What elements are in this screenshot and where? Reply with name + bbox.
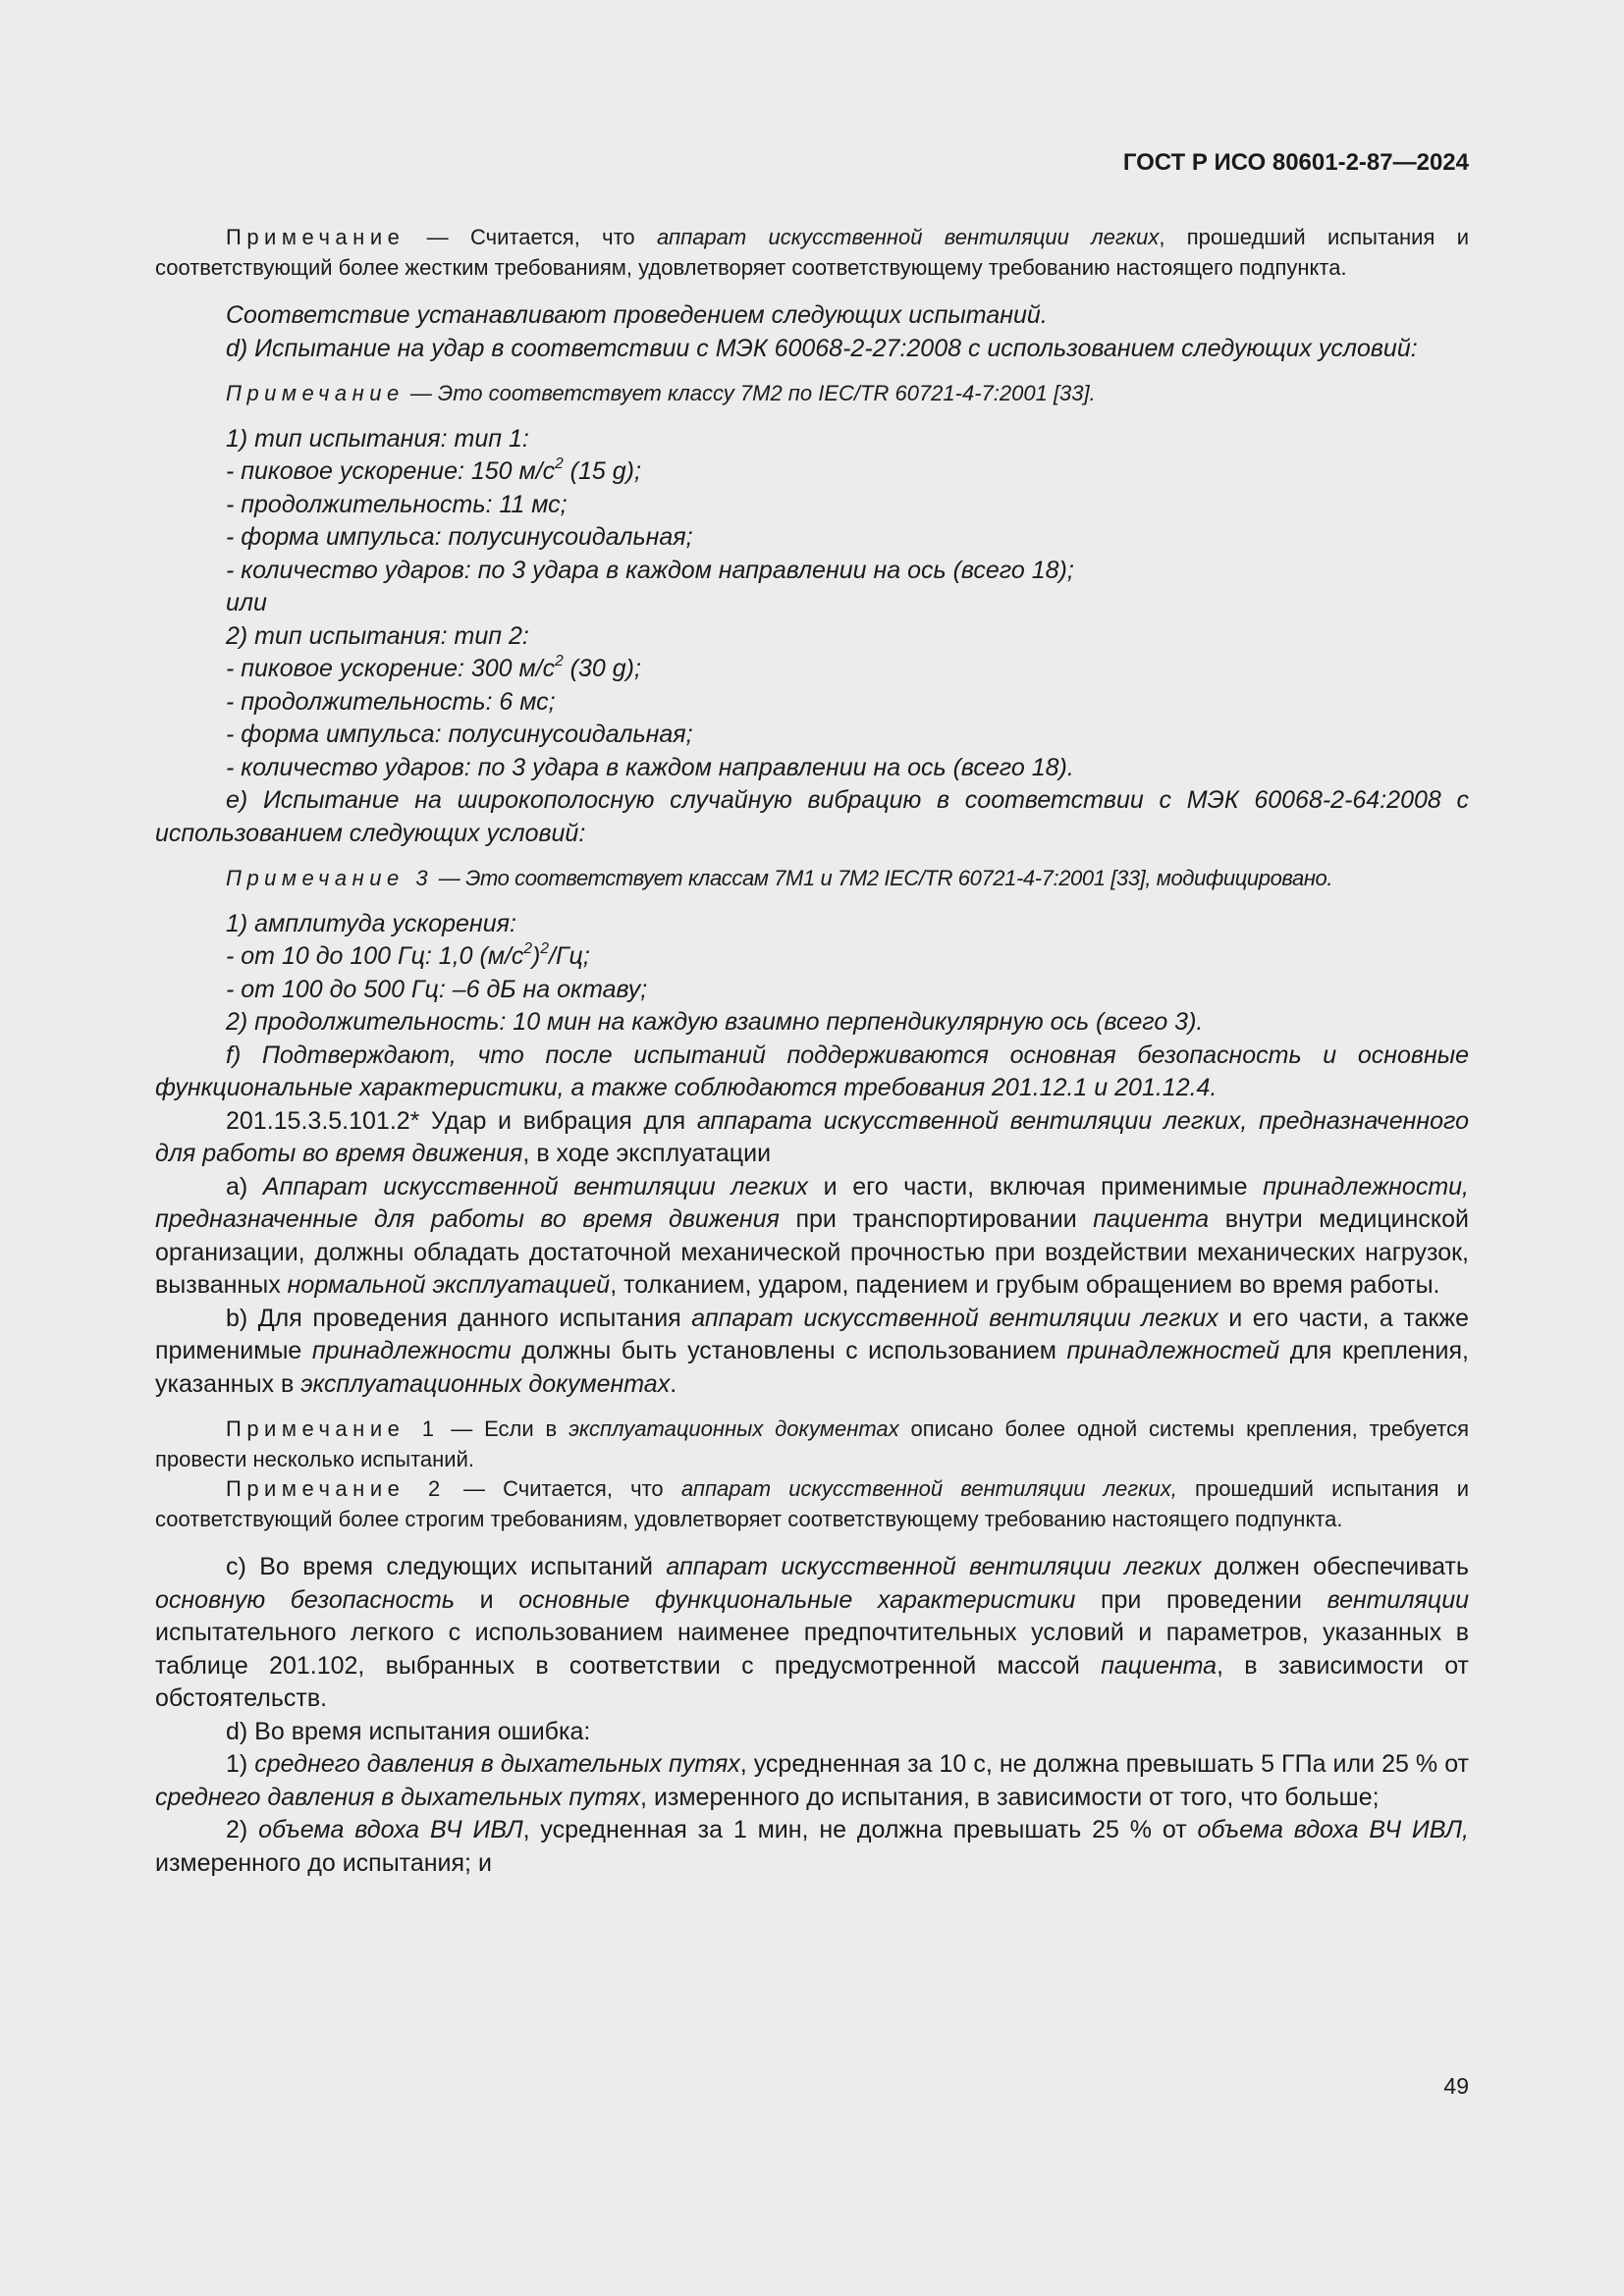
list-item: 2) тип испытания: тип 2: — [226, 621, 529, 650]
list-item: или — [226, 589, 267, 616]
list-item: - пиковое ускорение: 300 $м/с^2$ (30 g); — [226, 652, 641, 682]
paragraph-b: b) Для проведения данного испытания аппарат искусственной вентиляции легких и его части, а также применимые принадлежности должны быть установлены с использованием принадлежностей для крепления, указанных в эксплуатационных документах. — [155, 1304, 1470, 1398]
paragraph-a: a) Аппарат искусственной вентиляции легких и его части, включая применимые принадлежности, предназначенные для работы во время движения при транспортировании пациента внутри медицинской организации, должны обладать достаточной механической прочностью при воздействии механических нагрузок, вызванных нормальной эксплуатацией, толканием, ударом, падением и грубым обращением во время работы. — [155, 1172, 1470, 1299]
list-item: 1) тип испытания: тип 1: — [226, 424, 529, 453]
list-item: - количество ударов: по 3 удара в каждом направлении на ось (всего 18). — [226, 753, 1074, 781]
section-heading-paragraph: 201.15.3.5.101.2* Удар и вибрация для аппарата искусственной вентиляции легких, предназначенного для работы во время движения, в ходе эксплуатации — [155, 1106, 1469, 1167]
list-item: - от 100 до 500 Гц: –6 дБ на октаву; — [226, 975, 648, 1003]
standard-header: ГОСТ Р ИСО 80601-2-87—2024 — [1122, 149, 1469, 176]
list-item: - от 10 до 100 Гц: 1,0 $(м/с^2)^2/Гц$; — [226, 939, 590, 970]
confirmation-paragraph: f) Подтверждают, что после испытаний поддерживаются основная безопасность и основные функциональные характеристики, а также соблюдаются требования 201.12.1 и 201.12.4. — [155, 1041, 1469, 1101]
list-item: - количество ударов: по 3 удара в каждом направлении на ось (всего 18); — [226, 556, 1074, 584]
shock-conditions-list — [155, 423, 1469, 785]
paragraph-d1: 1) среднего давления в дыхательных путях, усредненная за 10 с, не должна превышать 5 ГПа или 25 % от среднего давления в дыхательных путях, измеренного до испытания, в зависимости от того, что больше; — [155, 1750, 1469, 1811]
list-item: 1) амплитуда ускорения: — [226, 909, 516, 937]
paragraph-d2: 2) объема вдоха ВЧ ИВЛ, усредненная за 1 мин, не должна превышать 25 % от объема вдоха ВЧ ИВЛ, измеренного до испытания; и — [155, 1816, 1469, 1877]
vibration-test-paragraph: е) Испытание на широкополосную случайную вибрацию в соответствии с МЭК 60068-2-64:2008 с использованием следующих условий: — [155, 786, 1469, 847]
note-paragraph: Примечание 2 — Считается, что аппарат искусственной вентиляции легких, прошедший испытания и соответствующий более строгим требованиям, удовлетворяет соответствующему требованию настоящего подпункта. — [155, 1476, 1469, 1531]
note-label: Примечание — [226, 225, 406, 249]
note-paragraph: Примечание — Это соответствует классу 7М2 по IEC/TR 60721-4-7:2001 [33]. — [226, 381, 1096, 405]
list-item: - продолжительность: 6 мс; — [226, 687, 556, 716]
conformity-line: Соответствие устанавливают проведением следующих испытаний. — [226, 301, 1048, 329]
list-item: - форма импульса: полусинусоидальная; — [226, 721, 693, 748]
list-item: 2) продолжительность: 10 мин на каждую взаимно перпендикулярную ось (всего 3). — [226, 1008, 1204, 1036]
shock-test-paragraph: d) Испытание на удар в соответствии с МЭК 60068-2-27:2008 с использованием следующих условий: — [226, 334, 1418, 362]
document-page — [155, 0, 1469, 2296]
note-paragraph: Примечание 3 — Это соответствует классам 7М1 и 7М2 IEC/TR 60721-4-7:2001 [33], модифицировано. — [226, 866, 1333, 890]
paragraph-d: d) Во время испытания ошибка: — [226, 1717, 591, 1745]
paragraph-c: c) Во время следующих испытаний аппарат искусственной вентиляции легких должен обеспечивать основную безопасность и основные функциональные характеристики при проведении вентиляции испытательного легкого с использованием наименее предпочтительных условий и параметров, указанных в таблице 201.102, выбранных в соответствии с предусмотренной массой пациента, в зависимости от обстоятельств. — [155, 1553, 1470, 1712]
vibration-conditions-list — [155, 908, 1469, 1040]
document-body — [155, 223, 1469, 1880]
note-paragraph: Примечание — Считается, что аппарат искусственной вентиляции легких, прошедший испытания и соответствующий более жестким требованиям, удовлетворяет соответствующему требованию настоящего подпункта. — [155, 225, 1469, 280]
note-paragraph: Примечание 1 — Если в эксплуатационных документах описано более одной системы крепления, требуется провести несколько испытаний. — [155, 1416, 1469, 1471]
page-number: 49 — [1443, 2073, 1469, 2099]
list-item: - пиковое ускорение: 150 $м/с^2$ (15 g); — [226, 454, 641, 485]
list-item: - продолжительность: 11 мс; — [226, 490, 568, 518]
list-item: - форма импульса: полусинусоидальная; — [226, 523, 693, 551]
